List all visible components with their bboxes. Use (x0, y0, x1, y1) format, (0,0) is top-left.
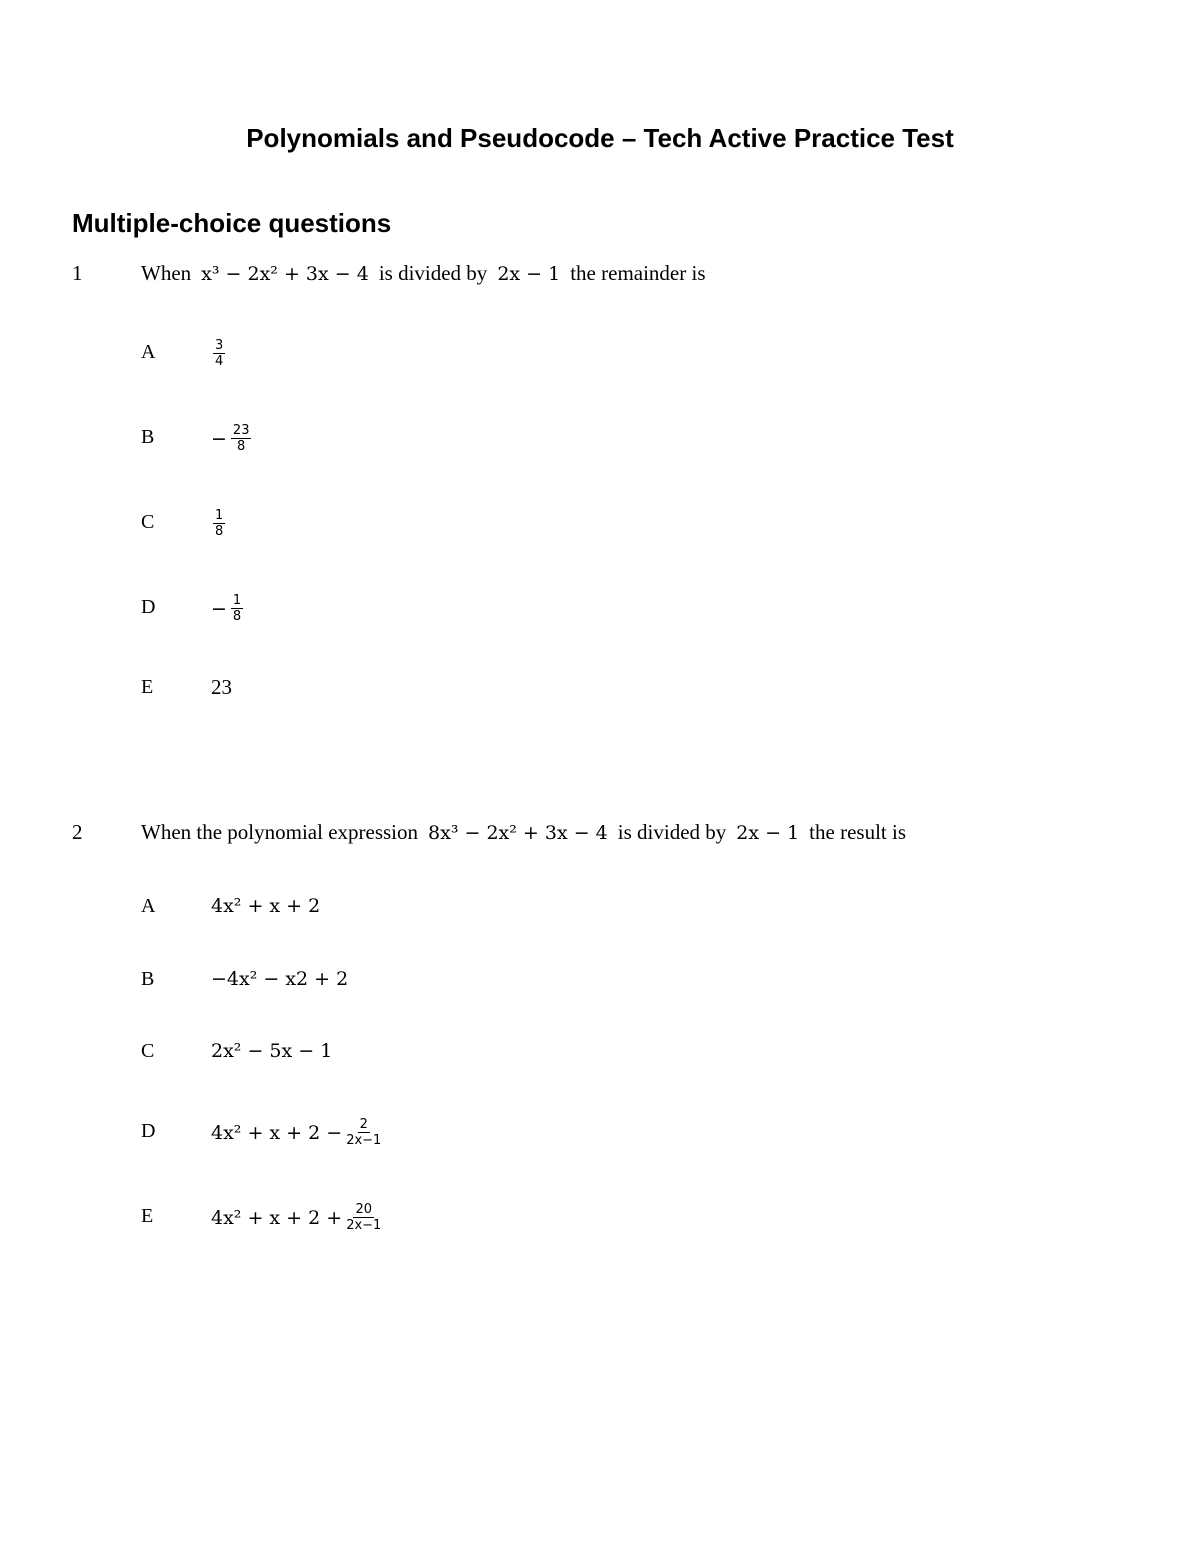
numerator: 23 (232, 423, 250, 438)
minus-sign: − (211, 427, 227, 450)
option-value (211, 338, 227, 369)
option-value: 23 (211, 675, 232, 699)
minus-sign: − (211, 597, 227, 620)
question-text-after: the remainder is (570, 261, 706, 285)
option-letter: C (141, 1040, 155, 1062)
denominator: 8 (215, 524, 224, 539)
section-heading: Multiple-choice questions (72, 208, 392, 238)
fraction (213, 508, 225, 539)
question-text-before: When the polynomial expression (141, 820, 419, 844)
option-letter: C (141, 511, 155, 533)
option-letter: E (141, 676, 154, 698)
option-value (211, 508, 227, 539)
option-letter: A (141, 895, 156, 917)
numerator: 3 (215, 338, 224, 353)
fraction (213, 338, 225, 369)
numerator: 20 (355, 1202, 373, 1217)
option-value: −4x² − x2 + 2 (211, 968, 349, 990)
fraction (231, 593, 243, 624)
option-letter: A (141, 341, 156, 363)
question-text (141, 818, 906, 847)
option-letter: D (141, 596, 156, 618)
fraction (344, 1202, 383, 1233)
option-value: 4x² + x + 2 (211, 895, 321, 917)
option-value: 2x² − 5x − 1 (211, 1040, 333, 1062)
question-text-before: When (141, 261, 192, 285)
option-value (211, 1202, 385, 1233)
expression-part: 4x² + x + 2 + (211, 1206, 343, 1229)
fraction (344, 1117, 383, 1148)
question-text (141, 259, 706, 288)
option-value (211, 1117, 385, 1148)
divisor-expression: 2x − 1 (497, 263, 561, 285)
page-title: Polynomials and Pseudocode – Tech Active Practice Test (246, 123, 954, 153)
denominator: 2x−1 (346, 1133, 382, 1148)
divisor-expression: 2x − 1 (736, 822, 800, 844)
option-value (211, 593, 245, 624)
denominator: 8 (237, 439, 246, 454)
polynomial-expression: 8x³ − 2x² + 3x − 4 (428, 822, 608, 844)
denominator: 4 (215, 354, 224, 369)
question-text-after: the result is (809, 820, 906, 844)
option-value (211, 423, 253, 454)
question-number: 2 (72, 820, 83, 844)
numerator: 1 (215, 508, 224, 523)
denominator: 2x−1 (346, 1218, 382, 1233)
option-letter: B (141, 426, 155, 448)
denominator: 8 (232, 609, 242, 624)
numerator: 1 (232, 593, 242, 608)
option-letter: D (141, 1120, 156, 1142)
option-letter: E (141, 1205, 154, 1227)
question-text-middle: is divided by (617, 820, 727, 844)
numerator: 2 (359, 1117, 368, 1132)
fraction (231, 423, 252, 454)
question-number: 1 (72, 261, 83, 285)
option-letter: B (141, 968, 155, 990)
polynomial-expression: x³ − 2x² + 3x − 4 (201, 263, 369, 285)
expression-part: 4x² + x + 2 − (211, 1121, 343, 1144)
question-text-middle: is divided by (378, 261, 488, 285)
